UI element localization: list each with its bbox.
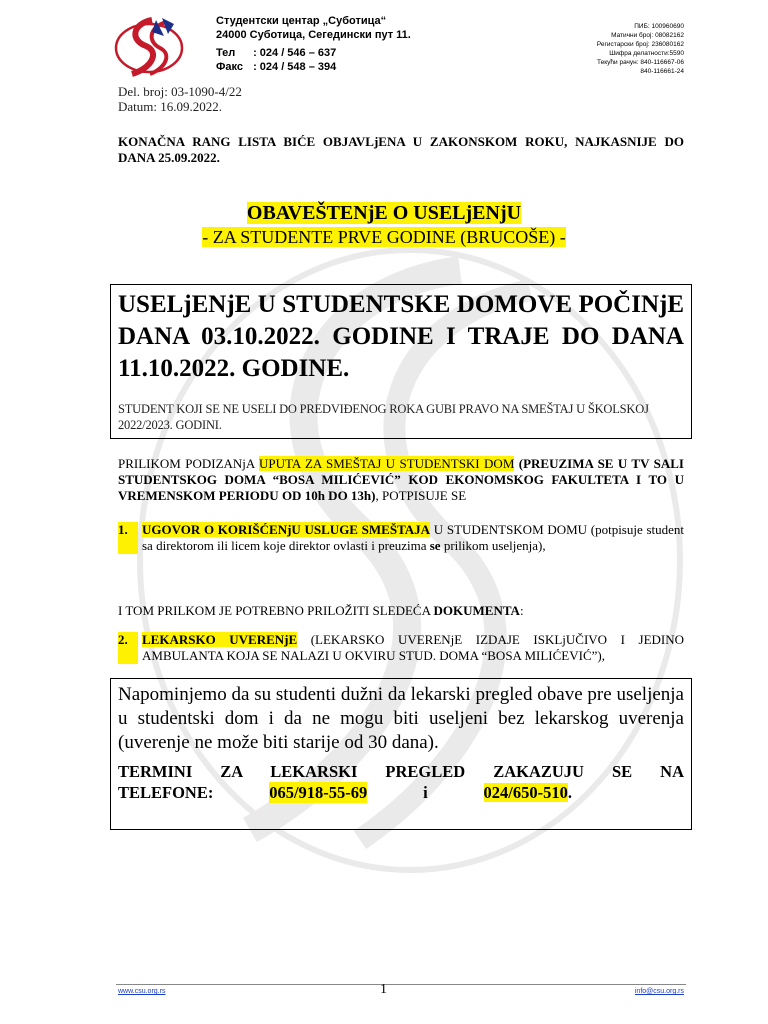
phone-label: Тел [216, 47, 236, 59]
del-broj: Del. broj: 03-1090-4/22 [118, 84, 242, 99]
move-in-headline: USELjENjE U STUDENTSKE DOMOVE POČINjE DANA 03.10.2022. GODINE I TRAJE DO DANA 11.10.2022. GODINE. [118, 291, 684, 382]
item-contract-number: 1. [118, 522, 138, 554]
instr-part4: , POTPISUJE SE [375, 488, 467, 503]
fax-label: Факс [216, 61, 243, 73]
instructions-paragraph [118, 456, 684, 504]
terms-period: . [567, 783, 572, 802]
footer-email-link[interactable]: info@csu.org.rs [634, 988, 684, 995]
page-subtitle: - ZA STUDENTE PRVE GODINE (BRUCOŠE) - [202, 227, 566, 247]
move-in-warning: STUDENT KOJI SE NE USELI DO PREDVIĐENOG ROKA GUBI PRAVO NA SMEŠTAJ U ŠKOLSKOJ 2022/2023. GODINI. [118, 402, 649, 432]
documents-paragraph [118, 603, 684, 619]
item-medical-text: (LEKARSKO UVERENjE IZDAJE ISKLjUČIVO I JEDINO AMBULANTA KOJA SE NALAZI U OKVIRU STUD. DOMA “BOSA MILIĆEVIĆ”), [142, 632, 685, 663]
registry-reg: Регистарски број: 236080162 [596, 41, 684, 48]
medical-note-box [110, 678, 692, 830]
registry-racun2: 840-116661-24 [640, 68, 684, 75]
registry-racun: Текући рачун: 840-116667-06 [597, 59, 684, 66]
footer-divider [116, 984, 686, 985]
registry-sifra: Шифра делатности:5590 [609, 50, 684, 57]
item-contract-se: se [429, 538, 441, 553]
terms-line1: TERMINI ZA LEKARSKI PREGLED ZAKAZUJU SE NA [118, 762, 684, 781]
docs-part1: I TOM PRILKOM JE POTREBNO PRILOŽITI SLEDEĆA [118, 603, 434, 618]
org-address: 24000 Суботица, Сегедински пут 11. [216, 29, 411, 41]
docs-colon: : [519, 603, 524, 618]
item-contract-text2: (potpisuje student sa direktorom ili licem koje direktor ovlasti i preuzima [142, 522, 684, 553]
notice-text: KONAČNA RANG LISTA BIĆE OBJAVLjENA U ZAKONSKOM ROKU, NAJKASNIJE DO DANA 25.09.2022. [118, 134, 684, 165]
footer-website-link[interactable]: www.csu.org.rs [118, 988, 166, 995]
phone-value: : 024 / 546 – 637 [253, 47, 337, 59]
docs-bold: DOKUMENTA [433, 603, 520, 618]
logo-icon [112, 14, 187, 79]
datum: Datum: 16.09.2022. [118, 99, 222, 114]
phone-number-1[interactable]: 065/918-55-69 [269, 783, 368, 802]
page-number: 1 [380, 982, 387, 997]
item-medical [118, 632, 684, 664]
terms-telephone-label: TELEFONE: [118, 783, 214, 802]
medical-note-text: Napominjemo da su studenti dužni da lekarski pregled obave pre useljenja u studentski dom i da ne mogu biti useljeni bez lekarskog uverenja (uverenje ne može biti starije od 30 dana). [118, 684, 684, 753]
registry-maticni: Матични број: 08082162 [611, 32, 684, 39]
phone-number-2[interactable]: 024/650-510 [483, 783, 568, 802]
page-title: OBAVEŠTENjE O USELjENjU [246, 202, 522, 224]
item-contract-text1: U STUDENTSKOM DOMU [430, 522, 591, 537]
item-contract-text4: prilikom useljenja), [440, 538, 546, 553]
fax-value: : 024 / 548 – 394 [253, 61, 337, 73]
item-contract-title: UGOVOR O KORIŠĆENjU USLUGE SMEŠTAJA [142, 522, 431, 537]
instr-bold: (PREUZIMA SE U TV SALI STUDENTSKOG DOMA “BOSA MILIĆEVIĆ” KOD EKONOMSKOG FAKULTETA I TO U VREMENSKOM PERIODU OD 10h DO 13h) [118, 456, 684, 503]
org-name: Студентски центар „Суботица“ [216, 15, 387, 27]
instr-highlight: UPUTA ZA SMEŠTAJ U STUDENTSKI DOM [258, 456, 515, 471]
move-in-box [110, 284, 692, 439]
instr-part1: PRILIKOM PODIZANjA [118, 456, 259, 471]
terms-conjunction: i [423, 783, 428, 802]
item-contract [118, 522, 684, 554]
item-medical-title: LEKARSKO UVERENjE [142, 632, 298, 647]
item-medical-number: 2. [118, 632, 138, 664]
registry-pib: ПИБ: 100960690 [634, 23, 684, 30]
